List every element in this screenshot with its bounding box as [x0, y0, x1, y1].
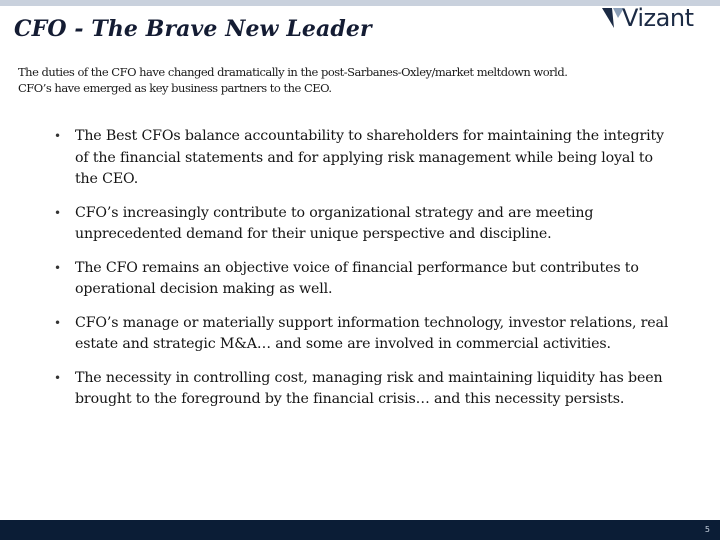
page-number: 5	[704, 525, 710, 534]
vizant-logo	[600, 4, 720, 34]
bullet-text: The Best CFOs balance accountability to shareholders for maintaining the integrity of the financial statements and for applying risk management while being loyal to the CEO.	[75, 128, 664, 187]
subtitle-line-2: CFO’s have emerged as key business partners to the CEO.	[18, 81, 332, 95]
bullet-text: The necessity in controlling cost, managing risk and maintaining liquidity has been brought to the foreground by the financial crisis… and this necessity persists.	[75, 369, 663, 407]
bullet-item	[52, 313, 672, 356]
bullet-dot: •	[54, 370, 61, 385]
bullet-item	[52, 258, 672, 301]
bullet-dot: •	[54, 205, 61, 220]
footer-bar	[0, 520, 720, 540]
bullet-item	[52, 203, 672, 246]
bullet-text: The CFO remains an objective voice of financial performance but contributes to operational decision making as well.	[75, 259, 639, 297]
bullet-item	[52, 368, 672, 411]
slide-title: CFO - The Brave New Leader	[14, 16, 372, 42]
bullet-dot: •	[54, 315, 61, 330]
logo-text: Vizant	[622, 4, 694, 32]
slide-subtitle	[18, 64, 658, 96]
bullet-list	[52, 126, 672, 423]
subtitle-line-1: The duties of the CFO have changed dramatically in the post-Sarbanes-Oxley/market meltdown world.	[18, 65, 568, 79]
bullet-item	[52, 126, 672, 191]
bullet-text: CFO’s increasingly contribute to organizational strategy and are meeting unprecedented demand for their unique perspective and discipline.	[75, 204, 594, 242]
bullet-dot: •	[54, 260, 61, 275]
bullet-dot: •	[54, 129, 61, 143]
bullet-text: CFO’s manage or materially support information technology, investor relations, real estate and strategic M&A… and some are involved in commercial activities.	[75, 314, 669, 352]
